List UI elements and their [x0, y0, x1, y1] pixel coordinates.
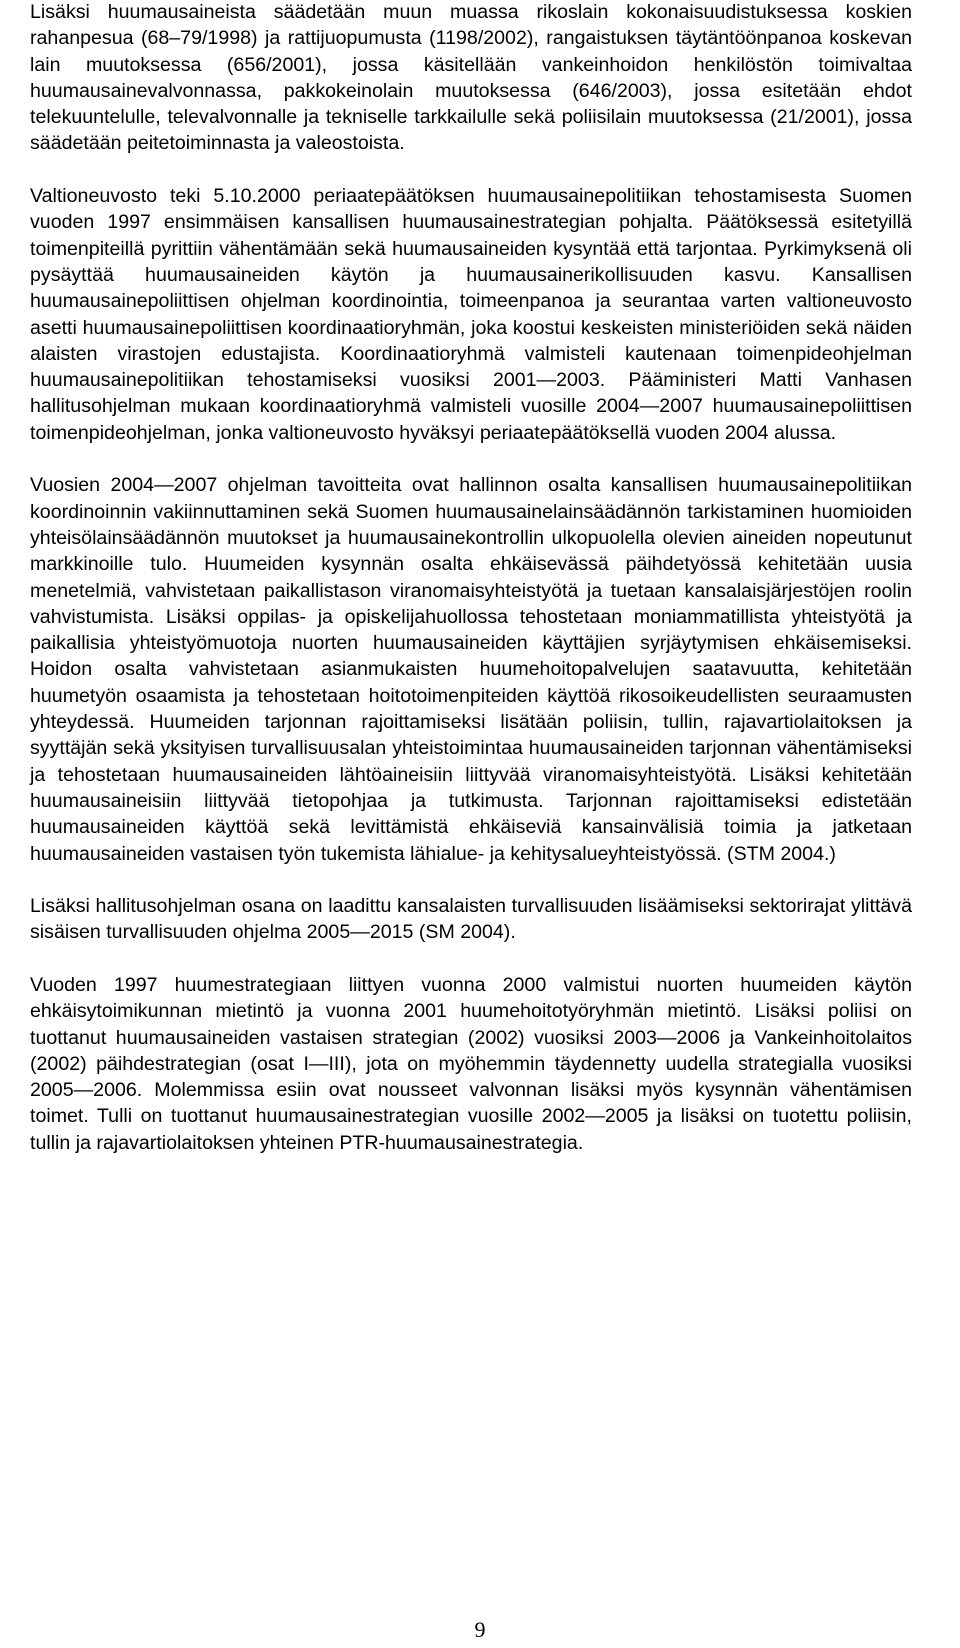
page-number: 9 — [474, 1617, 486, 1642]
paragraph-legislation: Lisäksi huumausaineista säädetään muun muassa rikoslain kokonaisuudistuksessa koskien rahanpesua (68–79/1998) ja rattijuopumusta (1198/2002), rangaistuksen täytäntöönpanoa koskevan lain muutoksessa (656/2001), jossa käsitellään vankeinhoidon henkilöstön toimivaltaa huumausainevalvonnassa, pakkokeinolain muutoksessa (646/2003), jossa esitetään ehdot telekuuntelulle, televalvonnalle ja tekniselle tarkkailulle sekä poliisilain muutoksessa (21/2001), jossa säädetään peitetoiminnasta ja valeostoista. — [30, 1, 912, 155]
body-text — [30, 0, 912, 1182]
paragraph-government-resolution: Valtioneuvosto teki 5.10.2000 periaatepäätöksen huumausainepolitiikan tehostamisesta Suomen vuoden 1997 ensimmäisen kansallisen huumausainestrategian pohjalta. Päätöksessä esitetyillä toimenpiteillä pyrittiin vähentämään sekä huumausaineiden kysyntää että tarjontaa. Pyrkimyksenä oli pysäyttää huumausaineiden käytön ja huumausainerikollisuuden kasvu. Kansallisen huumausainepoliittisen ohjelman koordinointia, toimeenpanoa ja seurantaa varten valtioneuvosto asetti huumausainepoliittisen koordinaatioryhmän, joka koostui keskeisten ministeriöiden sekä näiden alaisten virastojen edustajista. Koordinaatioryhmä valmisteli kautenaan toimenpideohjelman huumausainepolitiikan tehostamiseksi vuosiksi 2001—2003. Pääministeri Matti Vanhasen hallitusohjelman mukaan koordinaatioryhmä valmisteli vuosille 2004—2007 huumausainepoliittisen toimenpideohjelman, jonka valtioneuvosto hyväksyi periaatepäätöksellä vuoden 2004 alussa. — [30, 185, 912, 444]
paragraph-programme-goals: Vuosien 2004—2007 ohjelman tavoitteita ovat hallinnon osalta kansallisen huumausainepolitiikan koordinoinnin vakiinnuttaminen sekä Suomen huumausainelainsäädännön tarkistaminen huomioiden yhteisölainsäädännön muutokset ja huumausainekontrollin ulkopuolella olevien aineiden nopeutunut markkinoille tulo. Huumeiden kysynnän osalta ehkäisevässä päihdetyössä kehitetään uusia menetelmiä, vahvistetaan paikallistason viranomaisyhteistyötä ja tuetaan kansalaisjärjestöjen roolin vahvistumista. Lisäksi oppilas- ja opiskelijahuollossa tehostetaan moniammatillista yhteistyötä ja paikallisia yhteistyömuotoja nuorten huumausaineiden käyttäjien syrjäytymisen ehkäisemiseksi. Hoidon osalta vahvistetaan asianmukaisten huumehoitopalvelujen saatavuutta, kehitetään huumetyön osaamista ja tehostetaan hoitotoimenpiteiden käyttöä rikosoikeudellisten seuraamusten yhteydessä. Huumeiden tarjonnan rajoittamiseksi lisätään poliisin, tullin, rajavartiolaitoksen ja syyttäjän sekä yksityisen turvallisuusalan yhteistoimintaa huumausaineiden tarjonnan vähentämiseksi ja tehostetaan huumausaineiden lähtöaineisiin liittyvää viranomaisyhteistyötä. Lisäksi kehitetään huumausaineisiin liittyvää tietopohjaa ja tutkimusta. Tarjonnan rajoittamiseksi edistetään huumausaineiden käyttöä sekä levittämistä ehkäiseviä kansainvälisiä toimia ja jatketaan huumausaineiden vastaisen työn tukemista lähialue- ja kehitysalueyhteistyössä. (STM 2004.) — [30, 474, 912, 865]
paragraph-internal-security: Lisäksi hallitusohjelman osana on laadittu kansalaisten turvallisuuden lisäämiseksi sektorirajat ylittävä sisäisen turvallisuuden ohjelma 2005—2015 (SM 2004). — [30, 895, 912, 944]
paragraph-strategies: Vuoden 1997 huumestrategiaan liittyen vuonna 2000 valmistui nuorten huumeiden käytön ehkäisytoimikunnan mietintö ja vuonna 2001 huumehoitotyöryhmän mietintö. Lisäksi poliisi on tuottanut huumausaineiden vastaisen strategian (2002) vuosiksi 2003—2006 ja Vankeinhoitolaitos (2002) päihdestrategian (osat I—III), jota on myöhemmin täydennetty uudella strategialla vuosiksi 2005—2006. Molemmissa esiin ovat nousseet valvonnan lisäksi myös kysynnän vähentämisen toimet. Tulli on tuottanut huumausainestrategian vuosille 2002—2005 ja lisäksi on tuotettu poliisin, tullin ja rajavartiolaitoksen yhteinen PTR-huumausainestrategia. — [30, 973, 912, 1154]
